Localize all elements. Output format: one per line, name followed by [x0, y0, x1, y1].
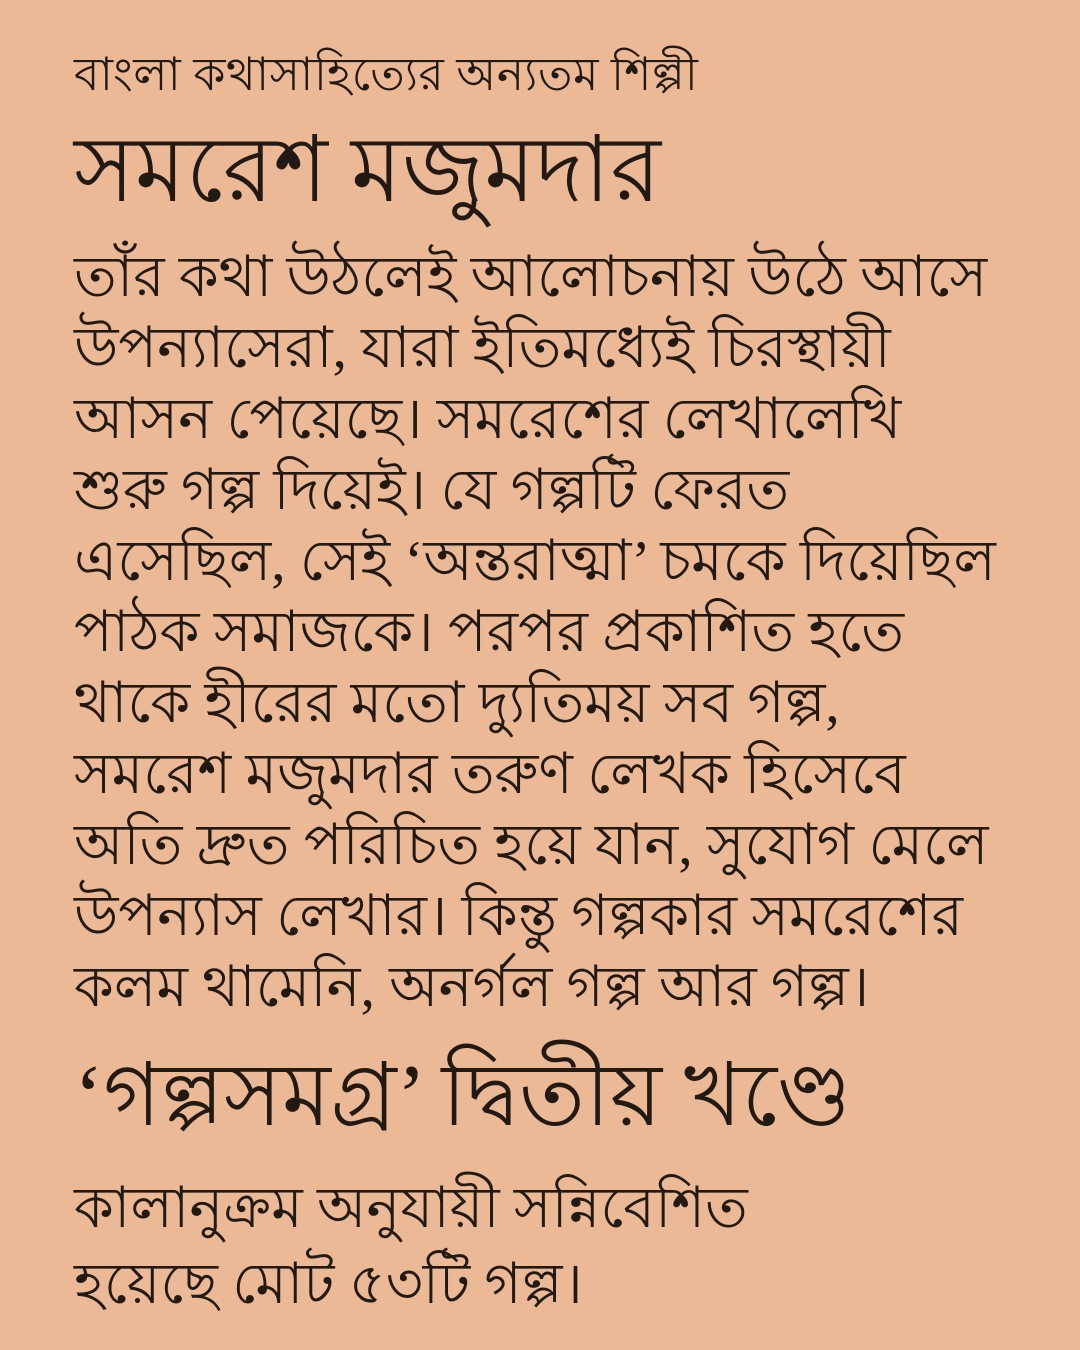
- footer-line: কালানুক্রম অনুযায়ী সন্নিবেশিত: [74, 1177, 748, 1240]
- body-line: তাঁর কথা উঠলেই আলোচনায় উঠে আসে: [74, 246, 988, 309]
- book-title-heading: ‘গল্পসমগ্র’ দ্বিতীয় খণ্ডে: [74, 1048, 852, 1145]
- body-line: আসন পেয়েছে। সমরেশের লেখালেখি: [74, 388, 902, 451]
- body-line: অতি দ্রুত পরিচিত হয়ে যান, সুযোগ মেলে: [74, 814, 989, 877]
- body-paragraph: [74, 242, 1032, 1023]
- footer-line: হয়েছে মোট ৫৩টি গল্প।: [74, 1253, 583, 1316]
- body-line: সমরেশ মজুমদার তরুণ লেখক হিসেবে: [74, 743, 906, 806]
- footer-paragraph: [74, 1171, 1032, 1323]
- body-line: উপন্যাস লেখার। কিন্তু গল্পকার সমরেশের: [74, 885, 963, 948]
- kicker-text: বাংলা কথাসাহিত্যের অন্যতম শিল্পী: [74, 49, 699, 100]
- body-line: শুরু গল্প দিয়েই। যে গল্পটি ফেরত: [74, 459, 790, 522]
- body-line: পাঠক সমাজকে। পরপর প্রকাশিত হতে: [74, 601, 905, 664]
- body-line: কলম থামেনি, অনর্গল গল্প আর গল্প।: [74, 956, 870, 1019]
- author-name-title: সমরেশ মজুমদার: [74, 119, 661, 221]
- body-line: এসেছিল, সেই ‘অন্তরাত্মা’ চমকে দিয়েছিল: [74, 530, 996, 593]
- body-line: থাকে হীরের মতো দ্যুতিময় সব গল্প,: [74, 672, 840, 735]
- body-line: উপন্যাসেরা, যারা ইতিমধ্যেই চিরস্থায়ী: [74, 317, 891, 380]
